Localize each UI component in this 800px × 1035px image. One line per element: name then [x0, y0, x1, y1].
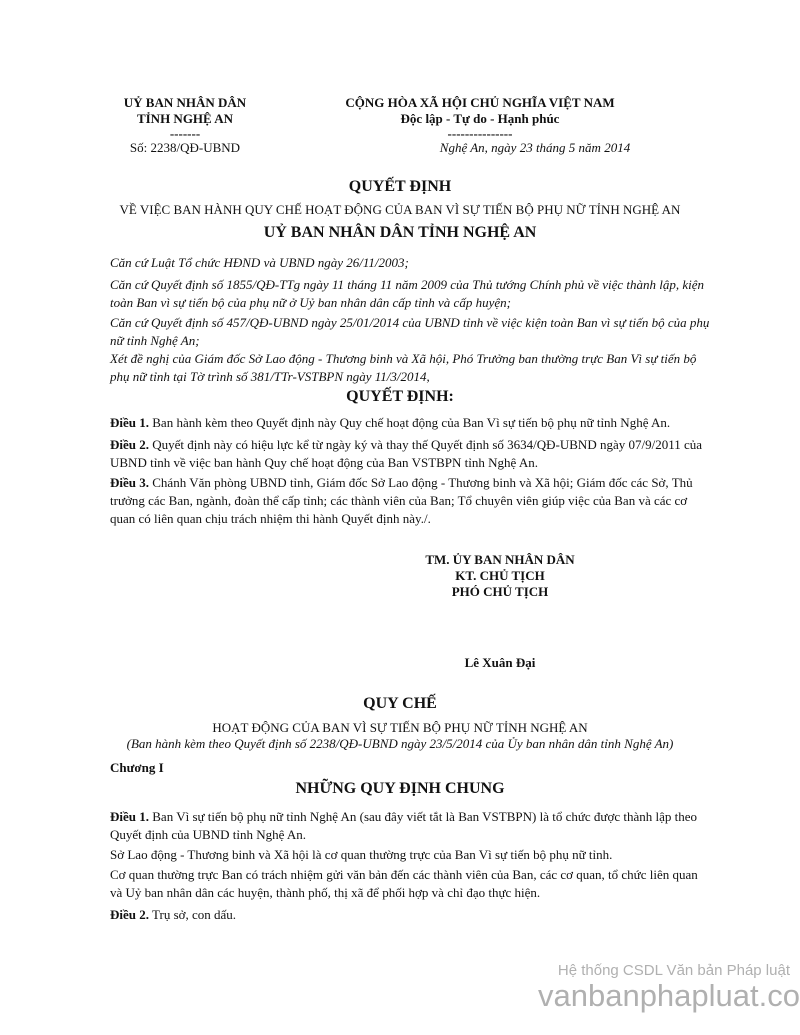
- article-label: Điều 1.: [110, 809, 149, 824]
- article-text: Quyết định này có hiệu lực kể từ ngày ký và thay thế Quyết định số 3634/QĐ-UBND ngày 07/9/2011 của UBND tỉnh về việc ban hành Quy chế hoạt động của Ban VSTBPN tỉnh Nghệ An.: [110, 437, 703, 470]
- regulation-paragraph: Cơ quan thường trực Ban có trách nhiệm gửi văn bản đến các thành viên của Ban, các cơ quan, tổ chức liên quan và Uỷ ban nhân dân các huyện, thành phố, thị xã để phối hợp và chỉ đạo thực hiện.: [110, 867, 698, 900]
- issuing-authority: UỶ BAN NHÂN DÂN TỈNH NGHỆ AN: [263, 224, 537, 241]
- signature-line-1: TM. ỦY BAN NHÂN DÂN: [425, 552, 575, 567]
- chapter-label: Chương I: [110, 760, 164, 775]
- decision-title: QUYẾT ĐỊNH: [348, 178, 452, 195]
- watermark-site: vanbanphapluat.co: [537, 978, 800, 1013]
- article-text: Ban hành kèm theo Quyết định này Quy chế hoạt động của Ban Vì sự tiến bộ phụ nữ tỉnh Nghệ An.: [149, 415, 671, 430]
- chapter-title: NHỮNG QUY ĐỊNH CHUNG: [295, 780, 505, 797]
- document-number: Số: 2238/QĐ-UBND: [129, 140, 241, 155]
- legal-basis-3: Căn cứ Quyết định số 457/QĐ-UBND ngày 25/01/2014 của UBND tỉnh về việc kiện toàn Ban vì sự tiến bộ của phụ nữ tỉnh Nghệ An;: [110, 315, 710, 348]
- regulation-paragraph: Sở Lao động - Thương binh và Xã hội là cơ quan thường trực của Ban Vì sự tiến bộ phụ nữ tỉnh.: [110, 847, 613, 862]
- legal-basis-1: Căn cứ Luật Tổ chức HĐND và UBND ngày 26/11/2003;: [110, 255, 409, 270]
- issuer-rule: -------: [169, 126, 201, 141]
- article-text: Trụ sở, con dấu.: [149, 907, 237, 922]
- article-text: Chánh Văn phòng UBND tỉnh, Giám đốc Sở Lao động - Thương binh và Xã hội; Giám đốc các Sở, Thủ trưởng các Ban, ngành, đoàn thể cấp tỉnh; các thành viên của Ban; Tổ chuyên viên giúp việc của Ban và các cơ quan có liên quan chịu trách nhiệm thi hành Quyết định này./.: [110, 475, 693, 526]
- decides-heading: QUYẾT ĐỊNH:: [346, 388, 454, 405]
- legal-basis-2: Căn cứ Quyết định số 1855/QĐ-TTg ngày 11 tháng 11 năm 2009 của Thủ tướng Chính phủ về việc thành lập, kiện toàn Ban vì sự tiến bộ của phụ nữ ở Uỷ ban nhân dân cấp tỉnh và cấp huyện;: [110, 277, 705, 310]
- signer-name: Lê Xuân Đại: [464, 655, 536, 670]
- regulation-title: QUY CHẾ: [363, 695, 437, 712]
- regulation-subtitle: HOẠT ĐỘNG CỦA BAN VÌ SỰ TIẾN BỘ PHỤ NỮ TỈNH NGHỆ AN: [212, 720, 588, 735]
- national-header: [300, 95, 660, 140]
- regulation-note: (Ban hành kèm theo Quyết định số 2238/QĐ-UBND ngày 23/5/2014 của Ủy ban nhân dân tỉnh Nghệ An): [126, 736, 674, 751]
- article-label: Điều 2.: [110, 907, 149, 922]
- decision-subject: VỀ VIỆC BAN HÀNH QUY CHẾ HOẠT ĐỘNG CỦA BAN VÌ SỰ TIẾN BỘ PHỤ NỮ TỈNH NGHỆ AN: [119, 202, 681, 217]
- legal-basis-4: Xét đề nghị của Giám đốc Sở Lao động - Thương binh và Xã hội, Phó Trưởng ban thường trực Ban Vì sự tiến bộ phụ nữ tỉnh tại Tờ trình số 381/TTr-VSTBPN ngày 11/3/2014,: [110, 351, 697, 384]
- document-date: Nghệ An, ngày 23 tháng 5 năm 2014: [439, 140, 631, 155]
- article-label: Điều 3.: [110, 475, 149, 490]
- issuer-name: UỶ BAN NHÂN DÂN: [123, 95, 247, 110]
- article-label: Điều 2.: [110, 437, 149, 452]
- decision-article-2: [110, 436, 710, 472]
- regulation-article-2: [110, 906, 710, 924]
- decision-article-1: [110, 414, 710, 432]
- issuer-province: TỈNH NGHỆ AN: [136, 111, 234, 126]
- article-text: Ban Vì sự tiến bộ phụ nữ tỉnh Nghệ An (sau đây viết tắt là Ban VSTBPN) là tổ chức được thành lập theo Quyết định của UBND tỉnh Nghệ An.: [110, 809, 697, 842]
- decision-article-3: [110, 474, 710, 528]
- national-rule: ---------------: [447, 126, 513, 141]
- signature-block: [400, 552, 600, 600]
- national-title: CỘNG HÒA XÃ HỘI CHỦ NGHĨA VIỆT NAM: [345, 95, 615, 110]
- signature-line-2: KT. CHỦ TỊCH: [455, 568, 545, 583]
- signature-line-3: PHÓ CHỦ TỊCH: [451, 584, 549, 599]
- issuer-header: [105, 95, 265, 140]
- article-label: Điều 1.: [110, 415, 149, 430]
- watermark-line-1: Hệ thống CSDL Văn bản Pháp luật: [557, 962, 790, 979]
- regulation-article-1: [110, 808, 710, 844]
- national-motto: Độc lập - Tự do - Hạnh phúc: [400, 111, 560, 126]
